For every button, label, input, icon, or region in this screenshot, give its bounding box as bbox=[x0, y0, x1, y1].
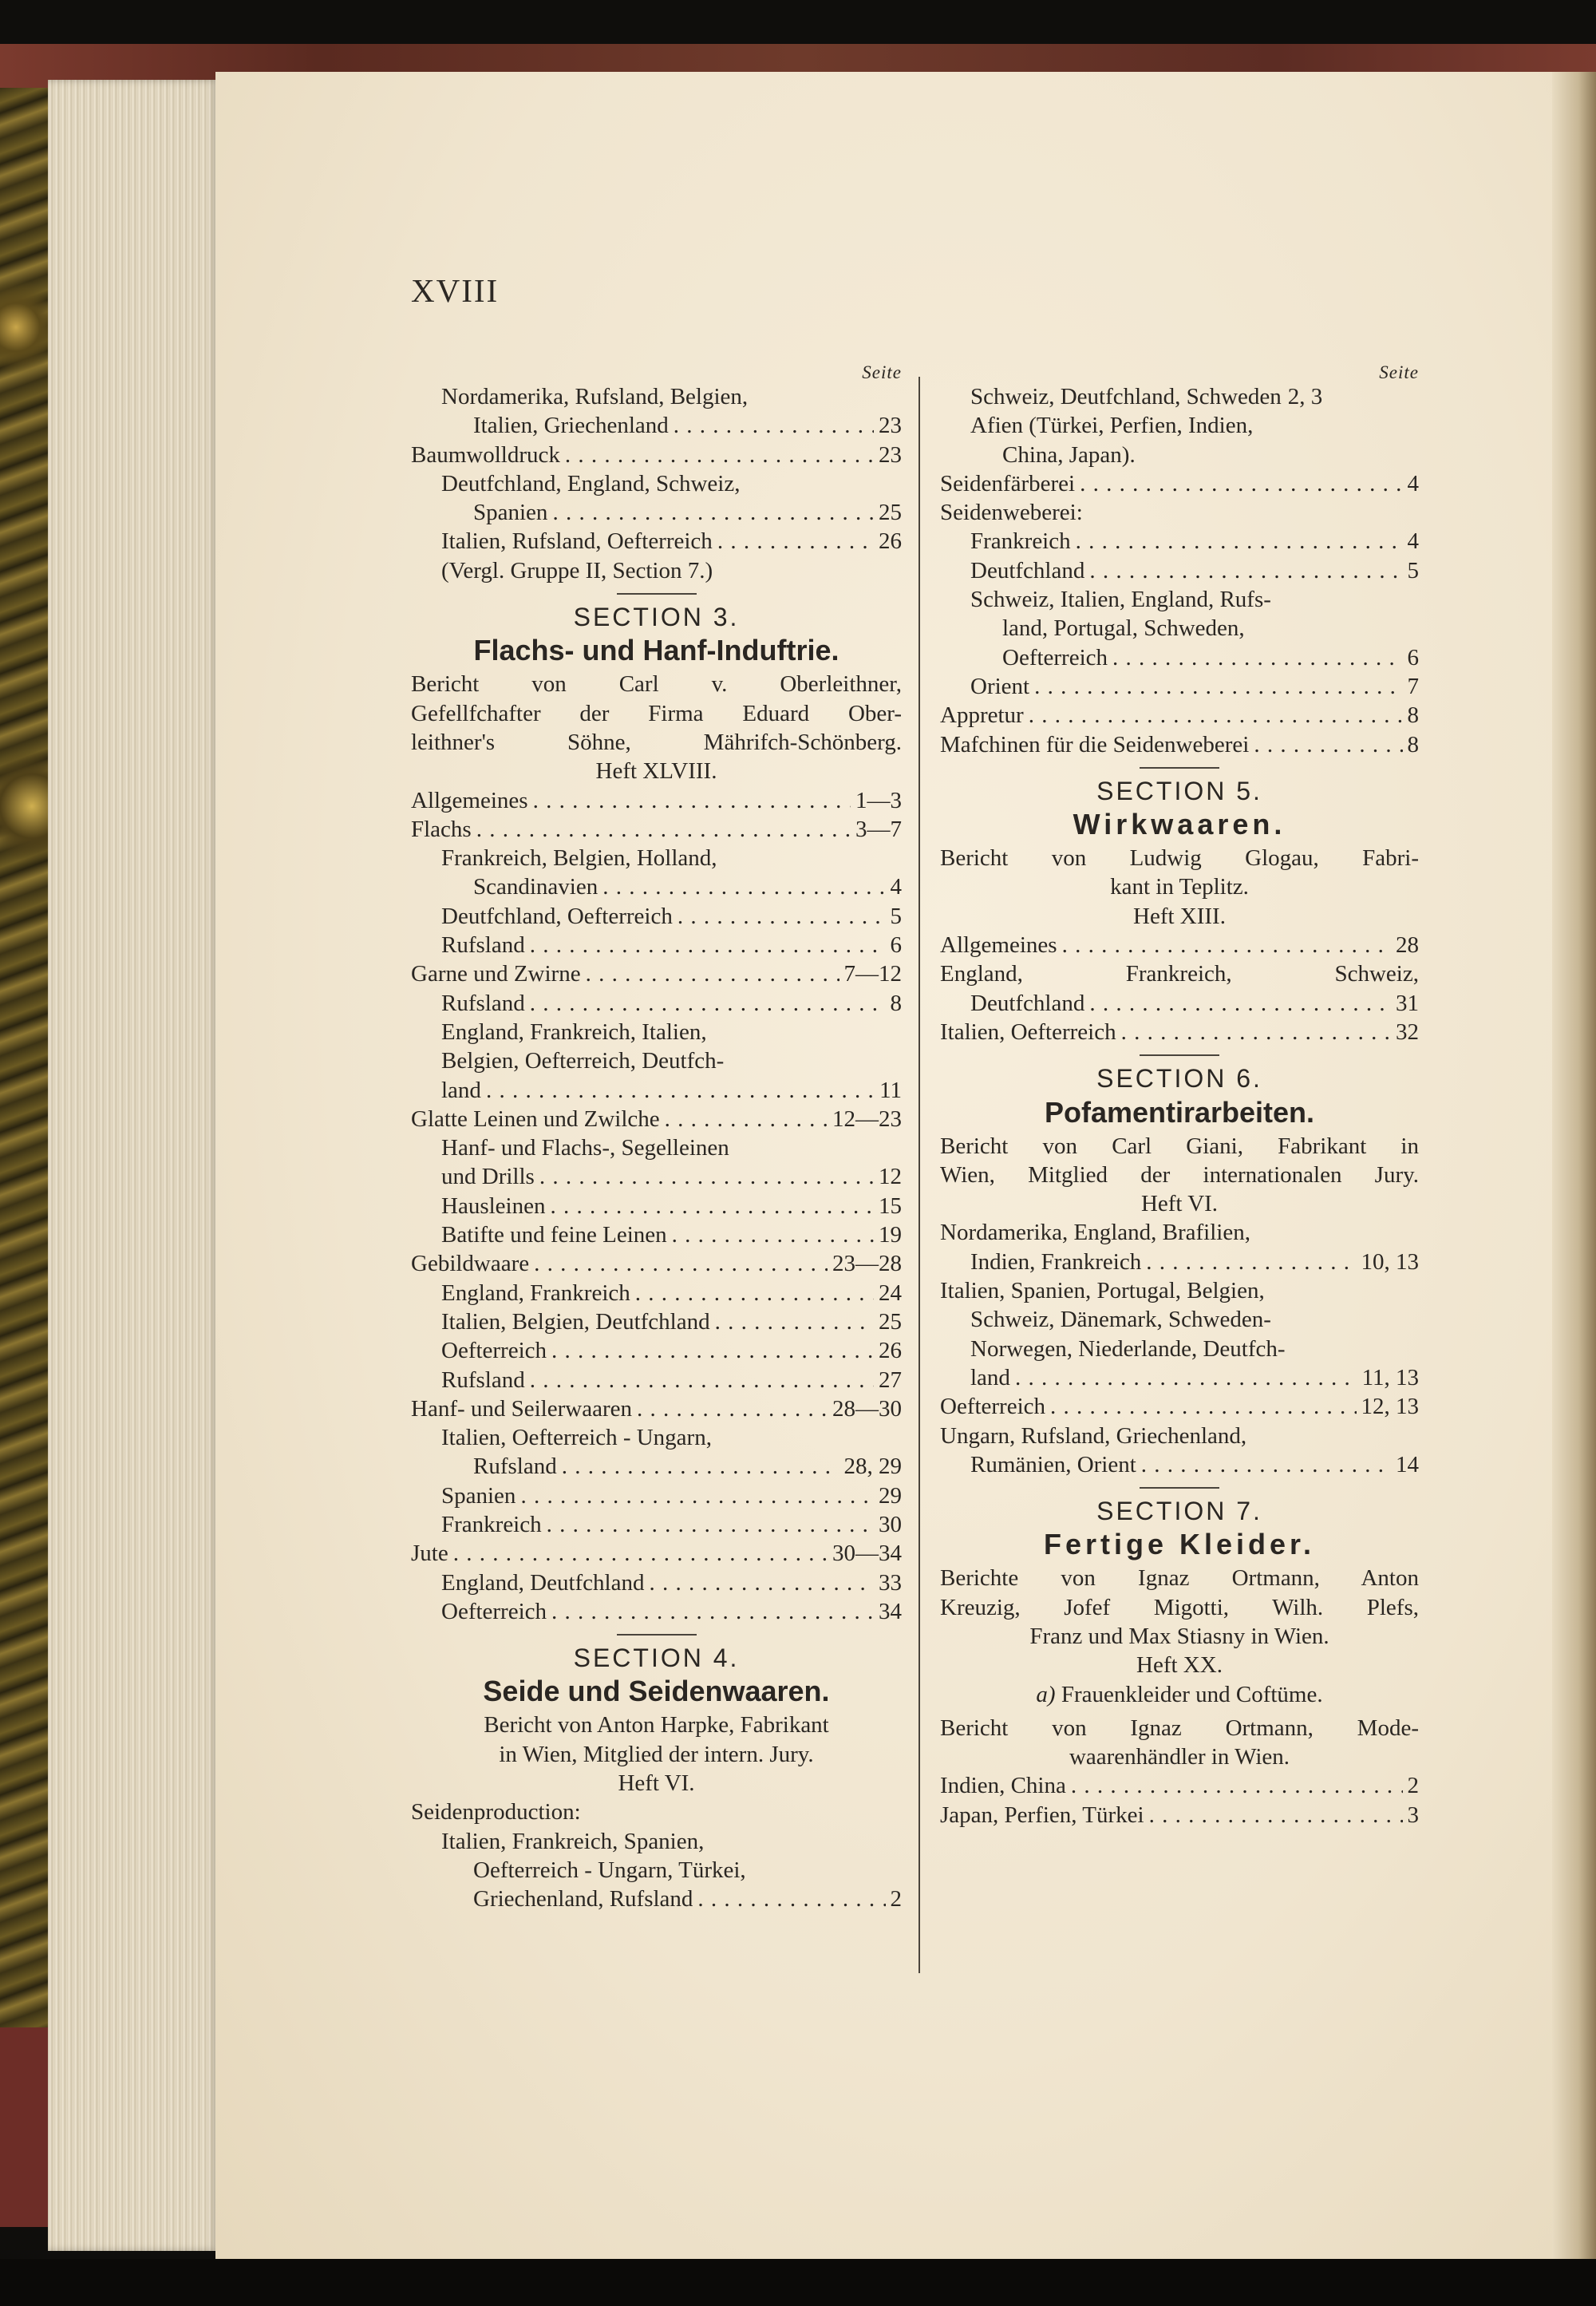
entry-line: Frankreich, Belgien, Holland, bbox=[441, 845, 717, 872]
section-rule bbox=[1140, 1487, 1219, 1489]
toc-entry: land . . . 11 bbox=[411, 1076, 902, 1105]
toc-entry: England, Deutfchland . . . 33 bbox=[411, 1568, 902, 1597]
toc-entry: Garne und Zwirne . . . 7—12 bbox=[411, 959, 902, 988]
page-stack-edge bbox=[48, 80, 219, 2251]
section-7-title: Fertige Kleider. bbox=[1043, 1528, 1316, 1561]
toc-entry: Spanien . . . 29 bbox=[411, 1481, 902, 1510]
reporter-line: Berichte von Ignaz Ortmann, Anton bbox=[940, 1565, 1419, 1592]
section-rule bbox=[1140, 767, 1219, 769]
entry-line: Italien, Oefterreich - Ungarn, bbox=[441, 1425, 712, 1451]
toc-entry: Indien, Frankreich . . . 10, 13 bbox=[940, 1248, 1419, 1276]
toc-entry: Batifte und feine Leinen . . . 19 bbox=[411, 1220, 902, 1249]
page-number: XVIII bbox=[411, 272, 500, 309]
reporter-line: Gefellfchafter der Firma Eduard Ober- bbox=[411, 700, 902, 726]
toc-entry: Italien, Oefterreich . . . 32 bbox=[940, 1018, 1419, 1046]
subsection-title: Frauenkleider und Coftüme. bbox=[1061, 1681, 1323, 1707]
toc-entry: Frankreich . . . 4 bbox=[940, 527, 1419, 556]
reporter-line: Wien, Mitglied der internationalen Jury. bbox=[940, 1161, 1419, 1188]
toc-entry: Gebildwaare . . . 23—28 bbox=[411, 1249, 902, 1278]
toc-entry: Frankreich . . . 30 bbox=[411, 1510, 902, 1539]
reporter-line: Bericht von Anton Harpke, Fabrikant bbox=[484, 1712, 829, 1738]
section-rule bbox=[617, 1634, 697, 1636]
toc-entry: Flachs . . . 3—7 bbox=[411, 815, 902, 844]
toc-entry: Rumänien, Orient . . . 14 bbox=[940, 1450, 1419, 1479]
toc-entry: Deutfchland . . . 5 bbox=[940, 556, 1419, 585]
entry-line: Hanf- und Flachs-, Segelleinen bbox=[441, 1135, 729, 1161]
section-6-label: SECTION 6. bbox=[1096, 1064, 1262, 1094]
entry-line: Italien, Spanien, Portugal, Belgien, bbox=[940, 1278, 1265, 1304]
entry-line: Seidenweberei: bbox=[940, 500, 1083, 526]
toc-entry: Oefterreich . . . 6 bbox=[940, 643, 1419, 672]
section-rule bbox=[1140, 1054, 1219, 1056]
section-3-title: Flachs- und Hanf-Induftrie. bbox=[473, 634, 839, 667]
toc-entry: Italien, Griechenland . . . 23 bbox=[411, 411, 902, 440]
entry-line: England, Frankreich, Schweiz, bbox=[940, 961, 1419, 987]
scan-bottom-band bbox=[0, 2259, 1596, 2306]
entry-line: Belgien, Oefterreich, Deutfch- bbox=[441, 1048, 725, 1074]
toc-entry: Indien, China . . . 2 bbox=[940, 1771, 1419, 1800]
reporter-line: Bericht von Carl Giani, Fabrikant in bbox=[940, 1133, 1419, 1159]
reporter-line: Bericht von Ignaz Ortmann, Mode- bbox=[940, 1715, 1419, 1741]
page-right-edge bbox=[1552, 72, 1596, 2259]
reporter-line: waarenhändler in Wien. bbox=[1069, 1744, 1290, 1770]
reporter-line: Bericht von Carl v. Oberleithner, bbox=[411, 671, 902, 698]
heft-label: Heft XX. bbox=[1136, 1652, 1223, 1679]
toc-entry: Oefterreich . . . 34 bbox=[411, 1597, 902, 1626]
reporter-line: Franz und Max Stiasny in Wien. bbox=[1029, 1623, 1329, 1649]
section-rule bbox=[617, 593, 697, 595]
toc-entry: Baumwolldruck . . . 23 bbox=[411, 441, 902, 469]
toc-entry: Allgemeines . . . 28 bbox=[940, 931, 1419, 959]
entry-line: Nordamerika, England, Brafilien, bbox=[940, 1220, 1250, 1246]
entry-line: Ungarn, Rufsland, Griechenland, bbox=[940, 1422, 1247, 1449]
toc-entry: Rufsland . . . 28, 29 bbox=[411, 1452, 902, 1481]
left-column bbox=[411, 363, 902, 1914]
entry-line: China, Japan). bbox=[1002, 441, 1136, 468]
section-5-label: SECTION 5. bbox=[1096, 776, 1262, 805]
reporter-line: leithner's Söhne, Mährifch-Schönberg. bbox=[411, 729, 902, 755]
section-7-label: SECTION 7. bbox=[1096, 1497, 1262, 1526]
toc-entry: Allgemeines . . . 1—3 bbox=[411, 786, 902, 815]
toc-entry: Seidenfärberei . . . 4 bbox=[940, 469, 1419, 498]
column-divider bbox=[918, 377, 920, 1973]
toc-entry: Rufsland . . . 8 bbox=[411, 989, 902, 1018]
section-5-title: Wirkwaaren. bbox=[1073, 808, 1286, 841]
toc-entry: Rufsland . . . 27 bbox=[411, 1366, 902, 1394]
subsection-marker: a) bbox=[1036, 1681, 1056, 1707]
section-6-title: Pofamentirarbeiten. bbox=[1044, 1095, 1315, 1129]
toc-entry: Rufsland . . . 6 bbox=[411, 931, 902, 959]
toc-entry: Italien, Rufsland, Oefterreich . . . 26 bbox=[411, 527, 902, 556]
entry-line: Seidenproduction: bbox=[411, 1799, 581, 1825]
right-column bbox=[940, 363, 1419, 1829]
toc-entry: Deutfchland, Oefterreich . . . 5 bbox=[411, 902, 902, 931]
toc-entry: Schweiz, Deutfchland, Schweden 2, 3 bbox=[970, 384, 1323, 409]
toc-entry: Glatte Leinen und Zwilche . . . 12—23 bbox=[411, 1105, 902, 1133]
seite-label: Seite bbox=[1379, 362, 1419, 382]
entry-line: Nordamerika, Rufsland, Belgien, bbox=[441, 384, 749, 409]
toc-entry: Hanf- und Seilerwaaren . . . 28—30 bbox=[411, 1394, 902, 1423]
entry-line: England, Frankreich, Italien, bbox=[441, 1019, 707, 1045]
entry-line: Deutfchland, England, Schweiz, bbox=[441, 470, 741, 496]
entry-line: Schweiz, Italien, England, Rufs- bbox=[970, 587, 1271, 613]
reporter-line: in Wien, Mitglied der intern. Jury. bbox=[499, 1741, 814, 1767]
toc-entry: Japan, Perfien, Türkei . . . 3 bbox=[940, 1801, 1419, 1829]
toc-entry: Jute . . . 30—34 bbox=[411, 1539, 902, 1568]
toc-entry: land . . . 11, 13 bbox=[940, 1363, 1419, 1392]
heft-label: Heft VI. bbox=[618, 1770, 695, 1797]
section-4-label: SECTION 4. bbox=[573, 1643, 740, 1673]
toc-entry: England, Frankreich . . . 24 bbox=[411, 1279, 902, 1307]
toc-entry: Spanien . . . 25 bbox=[411, 498, 902, 527]
toc-entry: und Drills . . . 12 bbox=[411, 1162, 902, 1191]
heft-label: Heft XLVIII. bbox=[595, 758, 717, 785]
entry-line: Oefterreich - Ungarn, Türkei, bbox=[473, 1857, 746, 1883]
reporter-line: Bericht von Ludwig Glogau, Fabri- bbox=[940, 845, 1419, 872]
entry-line: Italien, Frankreich, Spanien, bbox=[441, 1828, 705, 1854]
reporter-line: Kreuzig, Jofef Migotti, Wilh. Plefs, bbox=[940, 1594, 1419, 1620]
toc-entry: Oefterreich . . . 26 bbox=[411, 1336, 902, 1365]
toc-entry: Hausleinen . . . 15 bbox=[411, 1192, 902, 1220]
subsection-heading bbox=[940, 1680, 1419, 1709]
toc-entry: Orient . . . 7 bbox=[940, 672, 1419, 701]
entry-line: Afien (Türkei, Perfien, Indien, bbox=[970, 413, 1254, 439]
toc-entry: Griechenland, Rufsland . . . 2 bbox=[411, 1885, 902, 1913]
section-3-label: SECTION 3. bbox=[573, 603, 740, 632]
toc-entry: Appretur . . . 8 bbox=[940, 701, 1419, 730]
entry-line: Schweiz, Dänemark, Schweden- bbox=[970, 1307, 1271, 1333]
toc-entry: Oefterreich . . . 12, 13 bbox=[940, 1392, 1419, 1421]
seite-label: Seite bbox=[862, 362, 902, 382]
entry-line: Norwegen, Niederlande, Deutfch- bbox=[970, 1335, 1286, 1362]
section-4-title: Seide und Seidenwaaren. bbox=[483, 1675, 830, 1708]
heft-label: Heft XIII. bbox=[1133, 903, 1226, 929]
toc-entry: Deutfchland . . . 31 bbox=[940, 989, 1419, 1018]
toc-entry: Scandinavien . . . 4 bbox=[411, 872, 902, 901]
entry-line: (Vergl. Gruppe II, Section 7.) bbox=[441, 557, 713, 583]
entry-line: land, Portugal, Schweden, bbox=[1002, 615, 1245, 642]
reporter-line: kant in Teplitz. bbox=[1110, 874, 1249, 900]
toc-entry: Mafchinen für die Seidenweberei . . . 8 bbox=[940, 730, 1419, 759]
toc-entry: Italien, Belgien, Deutfchland . . . 25 bbox=[411, 1307, 902, 1336]
heft-label: Heft VI. bbox=[1140, 1191, 1219, 1217]
